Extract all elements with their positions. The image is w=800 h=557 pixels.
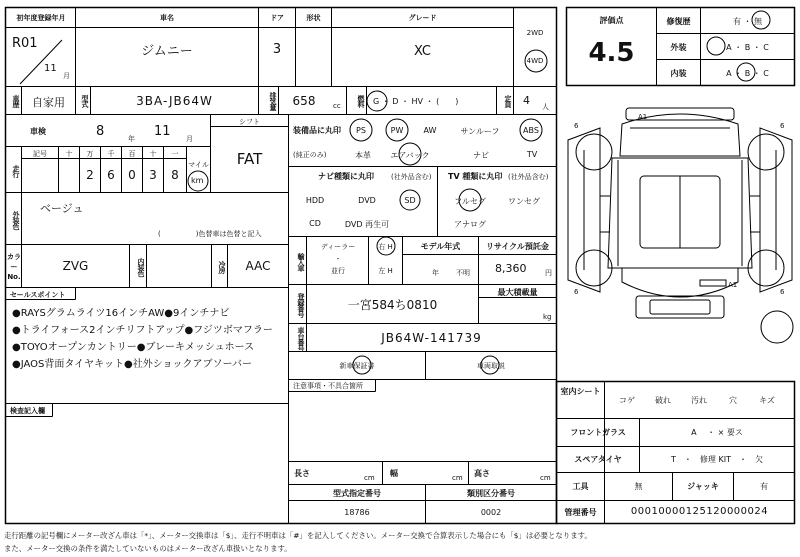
category-number-label: 類別区分番号: [467, 489, 515, 498]
tv-label: TV 種類に丸印: [448, 172, 503, 181]
windshield-label: フロントガラス: [570, 428, 626, 437]
nav-note: (社外品含む): [391, 173, 432, 181]
max-load-label: 最大積載量: [497, 288, 538, 297]
repair-label: 修復歴: [666, 17, 691, 26]
equip-abs: ABS: [523, 126, 539, 135]
mileage-digit-2: 6: [107, 168, 115, 182]
fuel-label: 燃料: [357, 95, 365, 107]
first-reg-label: 初年度登録年月: [16, 14, 66, 22]
tv-fullseg: フルセグ: [454, 197, 486, 206]
tv-oneseg: ワンセグ: [508, 197, 540, 206]
windshield-options: A ・ × 要ス: [691, 428, 743, 437]
height-label: 高さ: [474, 469, 490, 478]
capacity-label: 定員: [504, 95, 512, 107]
color-label: 外装色: [12, 211, 20, 229]
registration-label: 登録番号: [297, 293, 305, 317]
inspection-year: 8: [96, 124, 105, 139]
shape-label: 形状: [306, 14, 321, 22]
max-load-unit: kg: [543, 313, 552, 321]
drive-4wd: 4WD: [526, 57, 544, 65]
exterior-label: 外装: [670, 43, 687, 52]
inspection-month-unit: 月: [186, 135, 193, 143]
recycle-value: 8,360: [495, 262, 527, 275]
inspector-label: 検査記入欄: [10, 407, 45, 415]
tv-note: (社外品含む): [508, 173, 549, 181]
equip-aw: AW: [423, 126, 437, 135]
model-year-unit: 年: [432, 269, 439, 277]
footer-note-2: また、メーター交換の条件を満たしていないものはメーター改ざん車扱いとなります。: [4, 544, 292, 553]
digit-label-3: 千: [107, 150, 115, 158]
mileage-mile-label: マイル: [188, 161, 209, 169]
management-label: 管理番号: [564, 508, 597, 517]
mileage-label: 走行: [12, 165, 20, 177]
import-parallel: 並行: [331, 267, 345, 275]
interior-color-label: 内装色: [137, 258, 145, 276]
jack-label: ジャッキ: [687, 482, 719, 491]
model-year-label: モデル年式: [420, 242, 461, 251]
digit-label-5: 十: [149, 150, 157, 158]
width-label: 幅: [390, 469, 398, 478]
model-label: 型式: [81, 95, 89, 107]
footer-note-1: 走行距離の記号欄にメーター改ざん車は「*」、メーター交換車は「$」、走行不明車は「#」を記入してください。メーター交換で合算表示した場合にも「$」は必要となります。: [4, 531, 592, 540]
sales-point-2: ●トライフォース2インチリフトアップ●フジツボマフラー: [12, 325, 273, 336]
colorno-value: ZVG: [62, 259, 89, 273]
inspection-year-unit: 年: [128, 135, 135, 143]
spare-tire-options: T ・ 修理 KIT ・ 欠: [671, 455, 763, 464]
digit-label-1: 十: [65, 150, 73, 158]
diagram-six-3: 6: [574, 288, 579, 296]
displacement-unit: cc: [333, 102, 341, 110]
fuel-options: G ・ D ・ HV ・ ( ): [373, 97, 459, 106]
length-unit: cm: [364, 474, 375, 482]
spare-tire-label: スペアタイヤ: [574, 455, 622, 464]
digit-label-2: 万: [86, 150, 94, 158]
type-designation-label: 型式指定番号: [333, 489, 381, 498]
category-number-value: 0002: [480, 508, 502, 517]
sales-point-label: セールスポイント: [10, 291, 66, 299]
diagram-mark-a1-front: A1: [638, 113, 648, 121]
grade-label: グレード: [408, 14, 437, 22]
seat-tear: 破れ: [655, 396, 671, 405]
height-unit: cm: [540, 474, 551, 482]
displacement-value: 658: [292, 94, 316, 108]
type-designation-value: 18786: [344, 508, 370, 517]
doc-new-warranty: 新車保証書: [339, 362, 375, 370]
nav-sd: SD: [404, 196, 416, 205]
model-year-unknown: 不明: [456, 269, 470, 277]
ac-value: AAC: [245, 259, 271, 273]
door-label: ドア: [270, 14, 284, 22]
chassis-label: 車台番号: [297, 327, 305, 351]
grade: XC: [413, 44, 432, 59]
equip-ps: PS: [356, 126, 366, 135]
colorno-label: カラーNo.: [7, 253, 21, 281]
equip-leather: 本革: [355, 151, 371, 160]
recycle-unit: 円: [545, 269, 552, 277]
seat-scratch: キズ: [759, 396, 775, 405]
mileage-digit-1: 2: [86, 168, 94, 182]
recycle-label: リサイクル預託金: [486, 242, 549, 251]
displacement-label: 排気量: [269, 91, 277, 110]
model-value: 3BA-JB64W: [136, 94, 213, 108]
exterior-options: A ・ B ・ C: [726, 43, 769, 52]
mileage-sign-label: 記号: [33, 150, 47, 158]
tv-analog: アナログ: [454, 220, 486, 229]
management-value: 00010000125120000024: [630, 506, 769, 517]
rating-label: 評価点: [599, 16, 624, 25]
shift-label: シフト: [239, 118, 260, 126]
seat-hole: 穴: [729, 396, 737, 405]
diagram-six-4: 6: [780, 288, 785, 296]
color-value: ベージュ: [40, 202, 84, 215]
capacity-unit: 人: [542, 103, 549, 111]
nav-hdd: HDD: [305, 196, 325, 205]
mileage-km: km: [191, 176, 204, 185]
vehicle-diagram: [568, 108, 793, 343]
doc-manual: 車両取説: [477, 362, 505, 370]
notes-label: 注意事項・不具合箇所: [293, 382, 363, 390]
import-right-h: 右 H: [378, 243, 393, 251]
ac-label: 冷房: [218, 261, 226, 273]
jack-value: 有: [760, 482, 768, 491]
mileage-digit-4: 3: [149, 168, 157, 182]
equip-tv: TV: [526, 150, 538, 159]
import-dealer: ディーラー: [320, 243, 356, 251]
tools-value: 無: [634, 482, 643, 491]
equip-navi: ナビ: [473, 151, 489, 160]
nav-label: ナビ種類に丸印: [318, 172, 374, 181]
diagram-mark-a1-rear: A1: [728, 281, 738, 289]
inspection-label: 車検: [30, 127, 46, 136]
inspection-month: 11: [154, 124, 171, 139]
car-name: ジムニー: [141, 44, 193, 59]
chassis-value: JB64W-141739: [381, 331, 482, 345]
interior-options: A ・ B ・ C: [726, 69, 769, 78]
digit-label-6: 一: [171, 150, 179, 158]
first-reg-era: R01: [12, 36, 38, 51]
category-label: 車歴: [12, 95, 20, 107]
first-reg-month: 11: [44, 63, 57, 74]
interior-label: 内装: [670, 69, 687, 78]
equip-pw: PW: [390, 126, 404, 135]
diagram-six-1: 6: [574, 122, 579, 130]
length-label: 長さ: [294, 469, 310, 478]
sales-point-4: ●JAOS背面タイヤキット●社外ショックアブソーバー: [12, 359, 253, 370]
seat-burn: コゲ: [619, 396, 635, 405]
sales-point-1: ●RAYSグラムライツ16インチAW●9インチナビ: [12, 308, 230, 319]
equipment-label: 装備品に丸印: [293, 126, 341, 135]
seat-stain: 汚れ: [691, 396, 707, 405]
digit-label-4: 百: [128, 150, 136, 158]
repair-options: 有 ・ 無: [732, 17, 763, 26]
registration-value: 一宮584ち0810: [347, 298, 438, 312]
car-name-label: 車名: [160, 14, 174, 22]
doors: 3: [272, 42, 282, 57]
first-reg-month-unit: 月: [63, 72, 70, 80]
sales-point-3: ●TOYOオープンカントリー●ブレーキメッシュホース: [12, 342, 255, 353]
drive-2wd: 2WD: [526, 29, 544, 37]
shift-value: FAT: [236, 150, 263, 168]
capacity-value: 4: [523, 94, 530, 107]
nav-dvd: DVD: [358, 196, 376, 205]
category-value: 自家用: [32, 96, 65, 109]
diagram-six-2: 6: [780, 122, 785, 130]
nav-dvd-play: DVD 再生可: [344, 220, 390, 229]
interior-seats-label: 室内シート: [560, 387, 601, 396]
import-label: 輸入車: [297, 253, 305, 271]
equipment-sub-label: (純正のみ): [293, 151, 327, 159]
import-dot: ・: [334, 255, 342, 263]
nav-cd: CD: [309, 219, 321, 228]
equip-airbag: エアバック: [390, 151, 430, 160]
mileage-digit-5: 8: [171, 168, 179, 182]
import-left-h: 左 H: [378, 267, 393, 275]
tools-label: 工具: [572, 482, 589, 491]
rating-score: 4.5: [588, 38, 635, 68]
equip-sunroof: サンルーフ: [460, 127, 500, 136]
width-unit: cm: [452, 474, 463, 482]
mileage-digit-3: 0: [128, 168, 136, 182]
color-change-note: ( )色替車は色替と記入: [158, 230, 262, 238]
